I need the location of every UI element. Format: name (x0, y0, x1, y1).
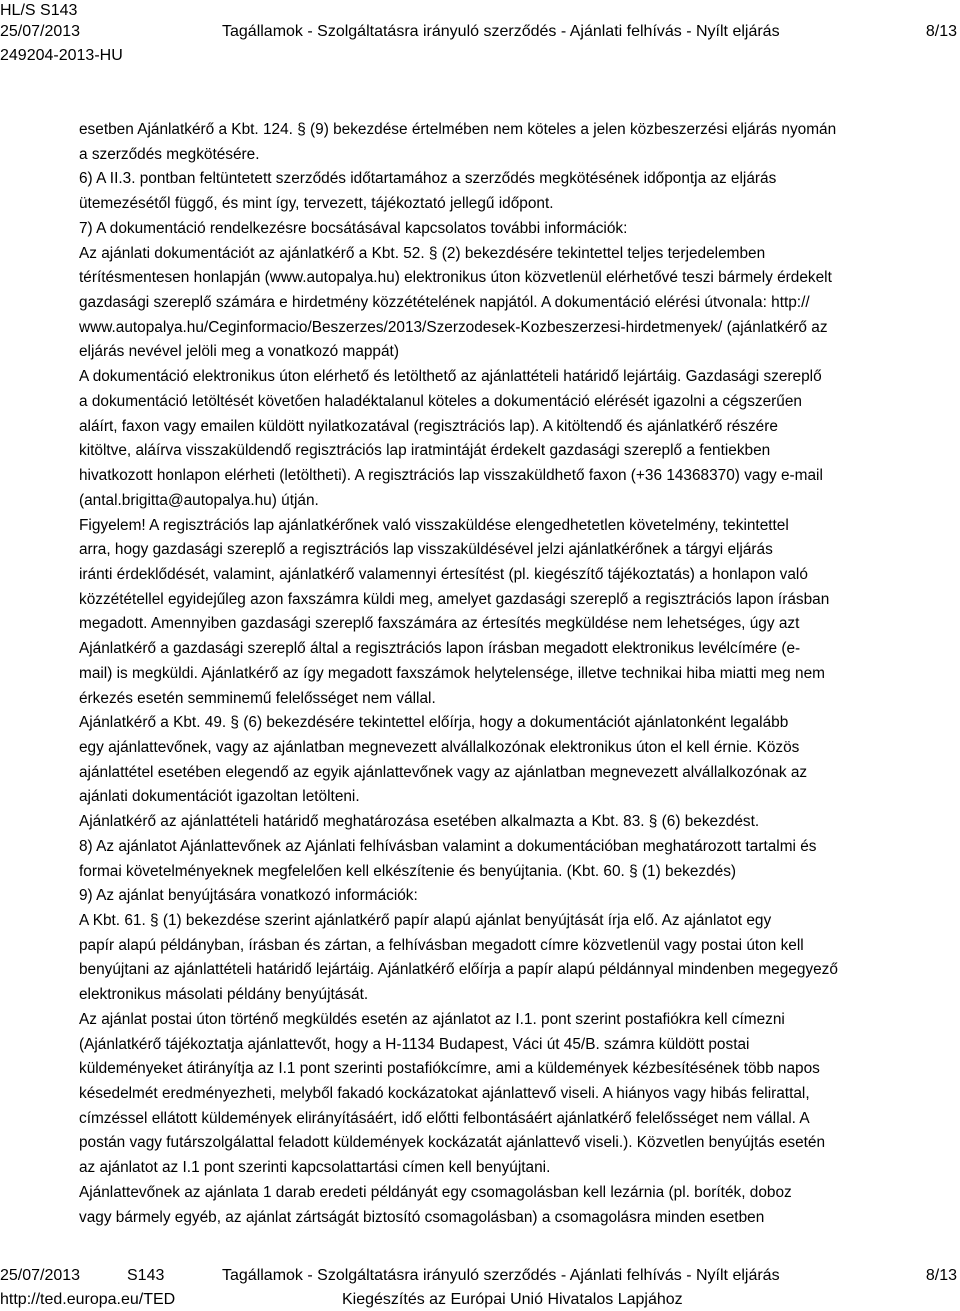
header-doc-id: HL/S S143 (0, 2, 78, 19)
footer-publisher: Kiegészítés az Európai Unió Hivatalos Lapjához (342, 1291, 683, 1308)
body-text-line: ajánlattétel esetében elegendő az egyik ajánlattevőnek vagy az ajánlatban megnevezett alvállalkozónak az (79, 763, 808, 781)
body-text-line: érkezés esetén semminemű felelősséget nem vállal. (79, 689, 436, 707)
body-text-line: hivatkozott honlapon elérheti (letöltheti). A regisztrációs lap visszaküldhető faxon (+36 14368370) vagy e-mail (79, 467, 823, 485)
body-text-line: a dokumentáció letöltését követően haladéktalanul köteles a dokumentáció elérését igazolni a cégszerűen (79, 392, 802, 410)
header-row-3 (0, 45, 960, 67)
body-text-line: formai követelményeknek megfelelően kell elkészítenie és benyújtania. (Kbt. 60. § (1) bekezdés) (79, 862, 737, 880)
body-text-line: elektronikus másolati példány benyújtását. (79, 986, 369, 1004)
body-text-line: A Kbt. 61. § (1) bekezdése szerint ajánlatkérő papír alapú ajánlat benyújtását írja elő. Az ajánlatot egy (79, 912, 772, 929)
body-text-line: késedelmét eredményezheti, melyből fakadó kockázatokat ajánlattevő viseli. A hiányos vagy hibás felirattal, (79, 1085, 810, 1103)
body-text-line: mail) is megküldi. Ajánlatkérő az így megadott faxszámok helytelensége, illetve technikai hiba miatti meg nem (79, 664, 825, 682)
body-text-line: a szerződés megkötésére. (79, 145, 260, 163)
body-text-line: Ajánlatkérő az ajánlattételi határidő meghatározása esetében alkalmazta a Kbt. 83. § (6) bekezdést. (79, 813, 760, 831)
header-page-number: 8/13 (925, 23, 957, 40)
body-text-line: küldeményeket átirányítja az I.1 pont szerinti postafiókcímre, ami a küldemények kézbesítésének több napos (79, 1060, 820, 1078)
body-text-line: iránti érdeklődését, valamint, ajánlatkérő valamennyi értesítést (pl. kiegészítő tájékoztatás) a honlapon való (79, 565, 808, 583)
body-text-line: aláírt, faxon vagy emailen küldött nyilatkozatával (regisztrációs lap). A kitöltendő és ajánlatkérő részére (79, 417, 778, 435)
footer-row-2 (0, 1289, 960, 1311)
body-text-line: esetben Ajánlatkérő a Kbt. 124. § (9) bekezdése értelmében nem köteles a jelen közbeszerzési eljárás nyomán (79, 121, 837, 138)
body-text-line: Figyelem! A regisztrációs lap ajánlatkérőnek való visszaküldése elengedhetetlen követelmény, tekintettel (79, 516, 789, 534)
body-text-line: 8) Az ajánlatot Ajánlattevőnek az Ajánlati felhívásban valamint a dokumentációban meghatározott tartalmi és (79, 837, 817, 855)
header-date: 25/07/2013 (0, 23, 81, 40)
body-text-line: postán vagy futárszolgálattal feladott küldemények kockázatát ajánlattevő viseli.). Közvetlen benyújtás esetén (79, 1134, 826, 1152)
footer-page-number: 8/13 (925, 1267, 957, 1284)
body-text-line: Az ajánlat postai úton történő megküldés esetén az ajánlatot az I.1. pont szerint postafiókra kell címezni (79, 1010, 785, 1028)
body-text-line: 7) A dokumentáció rendelkezésre bocsátásával kapcsolatos további információk: (79, 219, 628, 237)
body-text-line: az ajánlatot az I.1 pont szerinti kapcsolattartási címen kell benyújtani. (79, 1159, 551, 1177)
body-text-line: (Ajánlatkérő tájékoztatja ajánlattevőt, hogy a H-1134 Budapest, Váci út 45/B. számra küldött postai (79, 1035, 750, 1053)
body-text-line: benyújtani az ajánlattételi határidő lejártáig. Ajánlatkérő előírja a papír alapú példánnyal mindenben megegyező (79, 961, 838, 979)
header-notice-number: 249204-2013-HU (0, 47, 123, 64)
body-text-line: 9) Az ajánlat benyújtására vonatkozó információk: (79, 887, 418, 905)
footer-url: http://ted.europa.eu/TED (0, 1291, 176, 1308)
footer-date: 25/07/2013 (0, 1267, 81, 1284)
header-title: Tagállamok - Szolgáltatásra irányuló szerződés - Ajánlati felhívás - Nyílt eljárás (222, 23, 780, 40)
body-text-line: Ajánlattevőnek az ajánlata 1 darab eredeti példányát egy csomagolásban kell lezárnia (pl. boríték, doboz (79, 1183, 792, 1201)
body-text-line: ajánlati dokumentációt igazoltan letölteni. (79, 788, 360, 806)
body-text-line: gazdasági szereplő számára e hirdetmény közzétételének napjától. A dokumentáció elérési útvonala: http:// (79, 294, 810, 312)
body-text-line: www.autopalya.hu/Ceginformacio/Beszerzes/2013/Szerzodesek-Kozbeszerzesi-hirdetmenyek/ (ajánlatkérő az (79, 318, 828, 336)
body-text-line: egy ajánlattevőnek, vagy az ajánlatban megnevezett alvállalkozónak elektronikus úton el kell érnie. Közös (79, 738, 800, 756)
body-text-line: eljárás nevével jelöli meg a vonatkozó mappát) (79, 343, 399, 361)
body-text-line: (antal.brigitta@autopalya.hu) útján. (79, 491, 319, 509)
body-text-line: 6) A II.3. pontban feltüntetett szerződés időtartamához a szerződés megkötésének időpontja az eljárás (79, 170, 777, 188)
body-text-line: Ajánlatkérő a Kbt. 49. § (6) bekezdésére tekintettel előírja, hogy a dokumentációt ajánlatonként legalább (79, 714, 789, 732)
body-text-line: megadott. Amennyiben gazdasági szereplő faxszámára az értesítés megküldése nem lehetséges, úgy azt (79, 615, 800, 633)
body-text-line: ütemezésétől függő, és mint így, tervezett, tájékoztató jellegű időpont. (79, 195, 554, 213)
document-body (79, 118, 945, 1230)
footer-s-code: S143 (127, 1267, 165, 1284)
body-text-line: Az ajánlati dokumentációt az ajánlatkérő a Kbt. 52. § (2) bekezdésére tekintettel teljes terjedelemben (79, 244, 766, 262)
body-text-line: papír alapú példányban, írásban és zártan, a felhívásban megadott címre közvetlenül vagy postai úton kell (79, 936, 804, 954)
body-text-line: címzéssel ellátott küldemények elirányításáért, idő előtti felbontásáért ajánlatkérő felelősséget nem vállal. A (79, 1109, 810, 1127)
body-text-line: A dokumentáció elektronikus úton elérhető és letölthető az ajánlattételi határidő lejártáig. Gazdasági szereplő (79, 368, 822, 386)
body-text-line: térítésmentesen honlapján (www.autopalya.hu) elektronikus úton közvetlenül elérhetővé teszi bármely érdekelt (79, 269, 832, 287)
body-text-line: vagy bármely egyéb, az ajánlat zártságát biztosító csomagolásban) a csomagolásra minden esetben (79, 1208, 765, 1226)
body-text-line: Ajánlatkérő a gazdasági szereplő által a regisztrációs lapon írásban megadott elektronikus levélcímére (e- (79, 640, 801, 658)
footer-row-1 (0, 1265, 960, 1287)
body-text-line: közzététellel egyidejűleg azon faxszámra küldi meg, amelyet gazdasági szereplő a regisztrációs lapon írásban (79, 590, 830, 608)
body-text-line: kitöltve, aláírva visszaküldendő regisztrációs lap iratmintáját érdekelt gazdasági szereplő a fentiekben (79, 442, 771, 460)
body-text-line: arra, hogy gazdasági szereplő a regisztrációs lap visszaküldésével jelzi ajánlatkérőnek a tárgyi eljárás (79, 541, 773, 559)
header-row-1 (0, 0, 960, 22)
header-row-2 (0, 21, 960, 43)
footer-title: Tagállamok - Szolgáltatásra irányuló szerződés - Ajánlati felhívás - Nyílt eljárás (222, 1267, 780, 1284)
